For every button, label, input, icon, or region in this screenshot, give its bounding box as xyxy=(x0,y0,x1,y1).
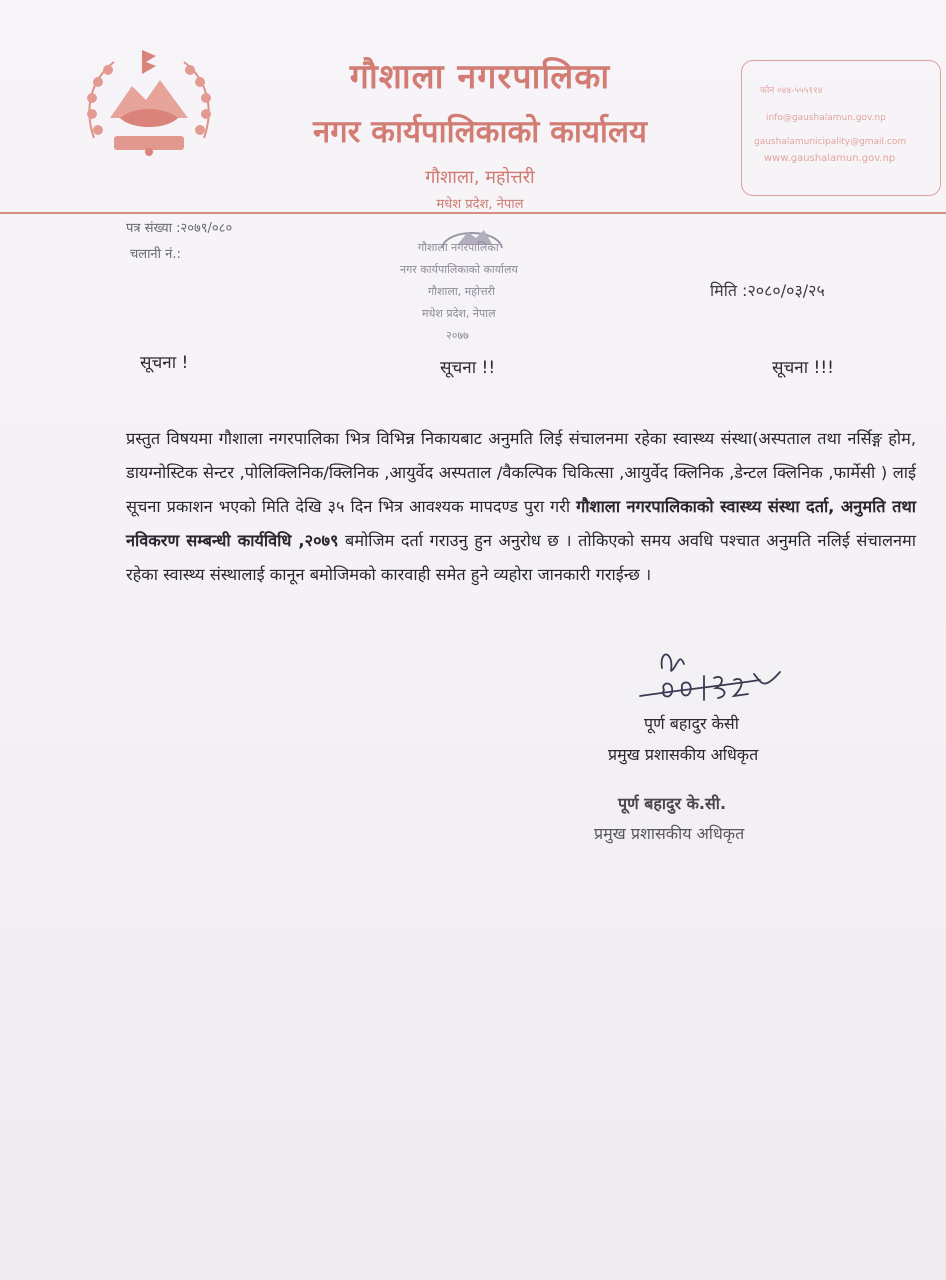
notice-heading-2: सूचना !! xyxy=(440,358,496,378)
office-stamp xyxy=(388,212,558,352)
signatory-title: प्रमुख प्रशासकीय अधिकृत xyxy=(608,745,759,764)
letter-number-value: २०७९/०८० xyxy=(180,221,233,236)
signatory-name: पूर्ण बहादुर केसी xyxy=(644,714,739,733)
date-label: मिति : xyxy=(710,281,748,300)
stamp-line-2: नगर कार्यपालिकाको कार्यालय xyxy=(400,263,518,276)
dispatch-number-label: चलानी नं.: xyxy=(130,247,181,262)
contact-website: www.gaushalamun.gov.np xyxy=(764,153,896,164)
signatory-title-stamp: प्रमुख प्रशासकीय अधिकृत xyxy=(594,824,745,843)
letter-date xyxy=(710,279,825,301)
notice-body xyxy=(126,422,916,592)
signatory-name-stamp: पूर्ण बहादुर के.सी. xyxy=(618,794,727,813)
letter-number-label: पत्र संख्या : xyxy=(126,221,181,236)
signature-mark xyxy=(630,646,800,710)
notice-heading-1: सूचना ! xyxy=(140,353,189,373)
nepal-emblem-icon xyxy=(74,40,224,168)
notice-heading-3: सूचना !!! xyxy=(772,358,834,378)
letter-number xyxy=(126,218,232,236)
stamp-line-1: गौशाला नगरपालिका xyxy=(418,241,499,254)
notice-body-procedure: गौशाला नगरपालिकाको स्वास्थ्य संस्था दर्ता, अनुमति तथा नविकरण सम्बन्धी कार्यविधि ,२०७९ xyxy=(126,497,916,550)
contact-email-1: info@gaushalamun.gov.np xyxy=(766,113,886,123)
office-name: गौशाला नगरपालिका xyxy=(349,57,611,97)
contact-phone: फोन ०४४-५५५११४ xyxy=(760,86,823,96)
contact-box xyxy=(741,60,941,196)
stamp-line-3: गौशाला, महोत्तरी xyxy=(428,285,495,298)
contact-email-2: gaushalamunicipality@gmail.com xyxy=(754,137,907,147)
stamp-line-4: मधेश प्रदेश, नेपाल xyxy=(422,307,496,320)
date-value: २०८०/०३/२५ xyxy=(747,281,825,300)
office-location: गौशाला, महोत्तरी xyxy=(425,167,535,188)
notice-body-part-1: प्रस्तुत विषयमा गौशाला नगरपालिका भित्र विभिन्न निकायबाट अनुमति लिई संचालनमा रहेका स्वास्थ्य संस्था(अस्पताल तथा नर्सिङ्ग होम, डायग्नोस्टिक सेन्टर ,पोलिक्लिनिक/क्लिनिक ,आयुर्वेद अस्पताल /वैकल्पिक चिकित्सा ,आयुर्वेद क्लिनिक ,डेन्टल क्लिनिक ,फार्मेसी ) लाई सूचना प्रकाशन भएको मिति देखि ३५ दिन भित्र आवश्यक मापदण्ड पुरा गरी xyxy=(126,429,916,516)
notice-body-part-2: बमोजिम दर्ता गराउनु हुन अनुरोध छ । तोकिएको समय अवधि पश्चात अनुमति नलिई संचालनमा रहेका स्वास्थ्य संस्थालाई कानून बमोजिमको कारवाही समेत हुने व्यहोरा जानकारी गराईन्छ । xyxy=(126,531,916,584)
office-province: मधेश प्रदेश, नेपाल xyxy=(436,197,524,212)
stamp-line-5: २०७७ xyxy=(446,329,469,342)
office-subtitle: नगर कार्यपालिकाको कार्यालय xyxy=(313,114,647,150)
